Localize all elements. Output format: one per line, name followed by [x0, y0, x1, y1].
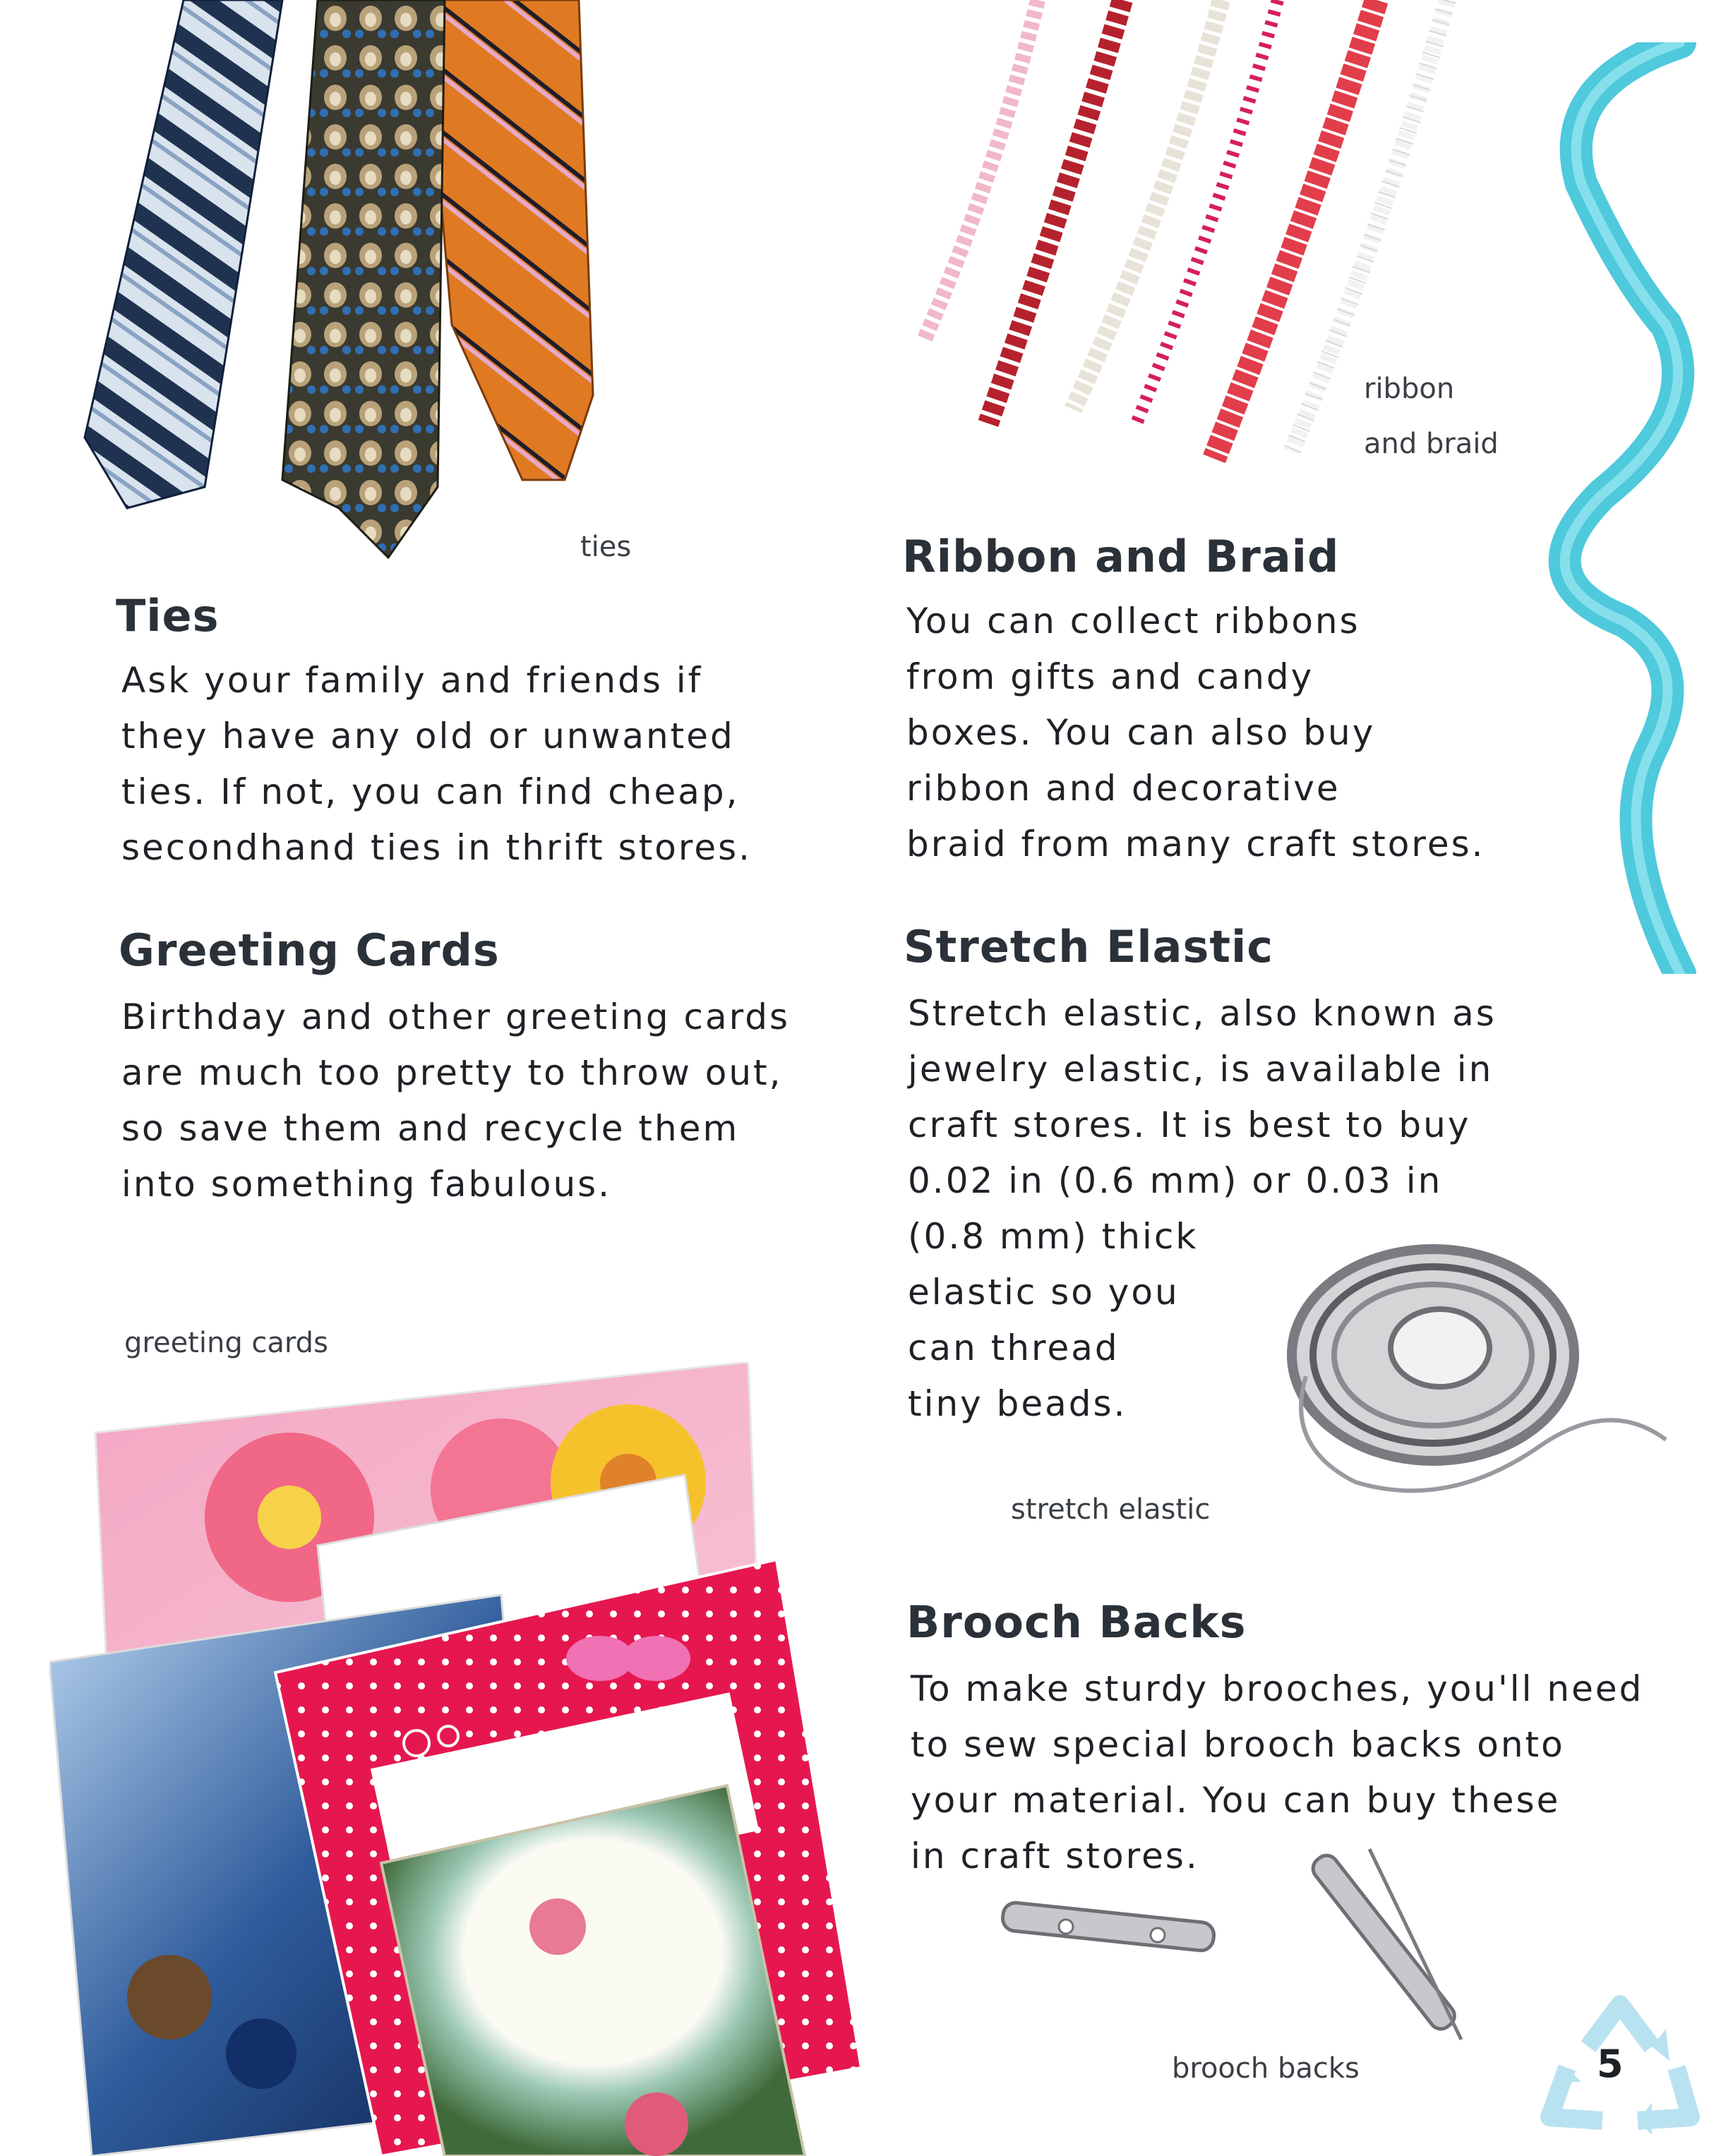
brooch-backs-line: to sew special brooch backs onto — [911, 1724, 1565, 1765]
stretch-elastic-photo — [1214, 1214, 1673, 1510]
ribbon-braid-line: from gifts and candy — [906, 656, 1314, 697]
stretch-elastic-caption: stretch elastic — [1011, 1493, 1211, 1526]
ribbon-braid-line: You can collect ribbons — [906, 601, 1360, 642]
brooch-backs-caption: brooch backs — [1172, 2052, 1360, 2085]
greeting-cards-photo — [49, 1362, 882, 2156]
brooch-backs-line: To make sturdy brooches, you'll need — [911, 1668, 1644, 1709]
brooch-backs-line: your material. You can buy these — [911, 1780, 1561, 1821]
stretch-elastic-heading: Stretch Elastic — [904, 921, 1274, 972]
ribbon-caption-line1: ribbon — [1364, 373, 1455, 405]
ties-photo — [71, 0, 649, 579]
brooch-backs-photo — [988, 1835, 1482, 2061]
ties-line: they have any old or unwanted — [121, 716, 735, 757]
ties-line: Ask your family and friends if — [121, 660, 703, 701]
stretch-elastic-line: (0.8 mm) thick — [908, 1216, 1199, 1257]
ribbon-caption-line2: and braid — [1364, 428, 1499, 460]
stretch-elastic-line: can thread — [908, 1327, 1120, 1368]
ties-line: secondhand ties in thrift stores. — [121, 827, 752, 868]
brooch-backs-heading: Brooch Backs — [906, 1596, 1247, 1648]
ties-caption: ties — [580, 531, 632, 563]
ties-heading: Ties — [116, 590, 220, 642]
greeting-cards-caption: greeting cards — [124, 1327, 328, 1359]
ribbon-braid-line: ribbon and decorative — [906, 768, 1341, 809]
ties-line: ties. If not, you can find cheap, — [121, 771, 740, 812]
greeting-cards-heading: Greeting Cards — [119, 925, 500, 976]
stretch-elastic-line: 0.02 in (0.6 mm) or 0.03 in — [908, 1160, 1443, 1201]
brooch-backs-line: in craft stores. — [911, 1836, 1199, 1877]
ribbon-braid-body — [906, 594, 1485, 872]
stretch-elastic-line: Stretch elastic, also known as — [908, 993, 1497, 1034]
blue-ribbon — [1497, 42, 1709, 974]
ribbon-braid-line: boxes. You can also buy — [906, 712, 1376, 753]
stretch-elastic-line: tiny beads. — [908, 1383, 1127, 1424]
greeting-cards-line: so save them and recycle them — [121, 1108, 740, 1149]
greeting-cards-line: Birthday and other greeting cards — [121, 996, 791, 1037]
page-number: 5 — [1597, 2042, 1624, 2086]
stretch-elastic-line: jewelry elastic, is available in — [908, 1049, 1494, 1090]
greeting-cards-line: into something fabulous. — [121, 1164, 612, 1205]
stretch-elastic-line: elastic so you — [908, 1272, 1180, 1313]
greeting-cards-line: are much too pretty to throw out, — [121, 1052, 783, 1093]
ties-body — [121, 653, 752, 876]
ribbon-braid-line: braid from many craft stores. — [906, 824, 1485, 865]
ribbon-braid-heading: Ribbon and Braid — [902, 531, 1340, 582]
greeting-cards-body — [121, 989, 790, 1212]
stretch-elastic-line: craft stores. It is best to buy — [908, 1104, 1471, 1145]
